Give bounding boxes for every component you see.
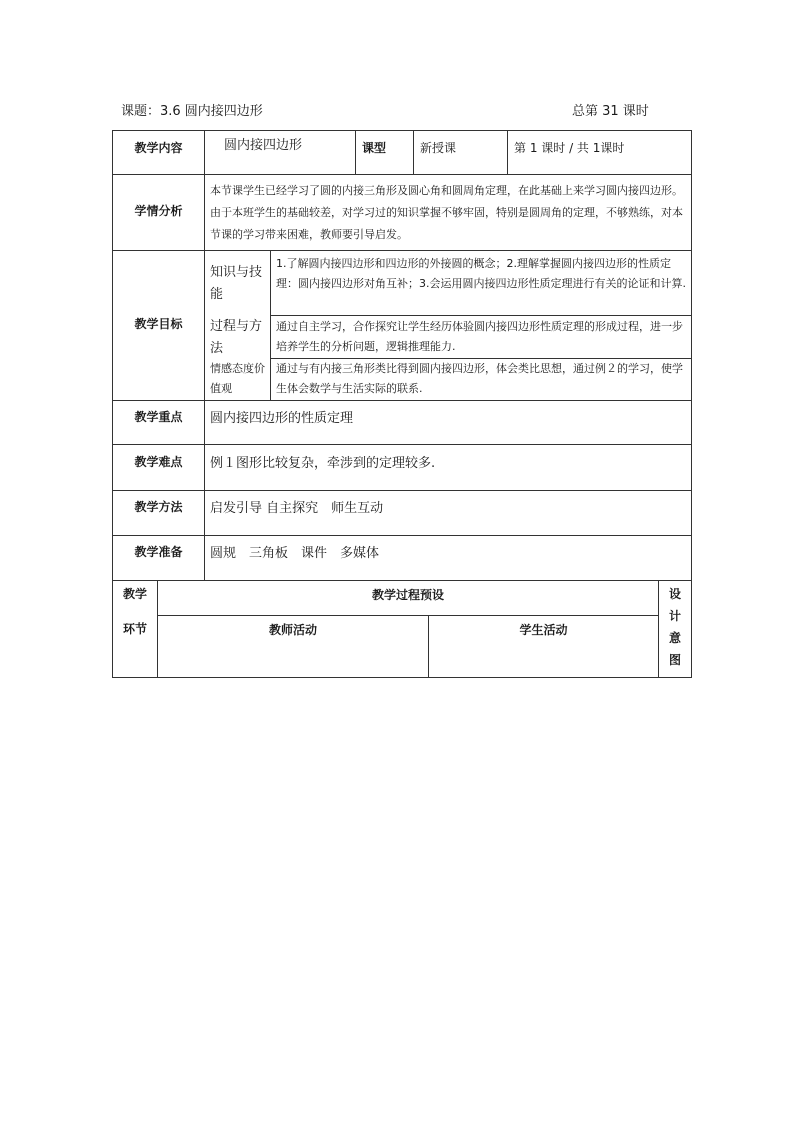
design-intent-char-4: 图 (668, 653, 681, 667)
key-point-text: 圆内接四边形的性质定理 (210, 411, 354, 426)
teaching-method-label: 教学方法 (134, 500, 183, 514)
emotion-values-label: 情感态度价值观 (210, 362, 265, 395)
process-method-label: 过程与方法 (210, 319, 263, 356)
design-intent-char-3: 意 (668, 631, 681, 645)
stage-label-line2: 环节 (122, 622, 147, 636)
content-value: 圆内接四边形 (224, 138, 303, 153)
analysis-label: 学情分析 (134, 204, 183, 218)
lesson-title: 课题：3.6 圆内接四边形 (121, 104, 263, 119)
student-activity-label: 学生活动 (519, 623, 568, 637)
teaching-method-text: 启发引导 自主探究 师生互动 (210, 501, 384, 516)
emotion-values-text: 通过与有内接三角形类比得到圆内接四边形，体会类比思想，通过例２的学习，使学生体会数学与生活实际的联系. (276, 362, 683, 395)
design-intent-char-1: 设 (668, 587, 681, 601)
teacher-activity-label: 教师活动 (268, 623, 317, 637)
content-label: 教学内容 (134, 141, 183, 155)
difficult-point-text: 例１图形比较复杂，牵涉到的定理较多. (210, 456, 436, 471)
preparation-text: 圆规 三角板 课件 多媒体 (210, 546, 380, 561)
goals-label: 教学目标 (134, 317, 183, 331)
stage-label-line1: 教学 (122, 587, 147, 601)
process-title: 教学过程预设 (371, 588, 444, 602)
lesson-type-label: 课型 (362, 141, 387, 155)
lesson-type-value: 新授课 (420, 141, 457, 155)
lesson-period: 第 1 课时 / 共 1课时 (514, 141, 625, 155)
difficult-point-label: 教学难点 (134, 455, 183, 469)
design-intent-char-2: 计 (668, 609, 681, 623)
key-point-label: 教学重点 (134, 410, 183, 424)
analysis-text: 本节课学生已经学习了圆的内接三角形及圆心角和圆周角定理，在此基础上来学习圆内接四边形。由于本班学生的基础较差，对学习过的知识掌握不够牢固，特别是圆周角的定理，不够熟练，对本节课的学习带来困难，教师要引导启发。 (210, 184, 683, 241)
total-lesson-count: 总第 31 课时 (572, 104, 649, 119)
knowledge-skill-label: 知识与技能 (210, 265, 263, 302)
knowledge-skill-text: 1.了解圆内接四边形和四边形的外接圆的概念；2.理解掌握圆内接四边形的性质定理：圆内接四边形对角互补；3.会运用圆内接四边形性质定理进行有关的论证和计算. (276, 257, 686, 290)
preparation-label: 教学准备 (134, 545, 183, 559)
process-method-text: 通过自主学习，合作探究让学生经历体验圆内接四边形性质定理的形成过程，进一步培养学生的分析问题，逻辑推理能力. (276, 320, 683, 353)
